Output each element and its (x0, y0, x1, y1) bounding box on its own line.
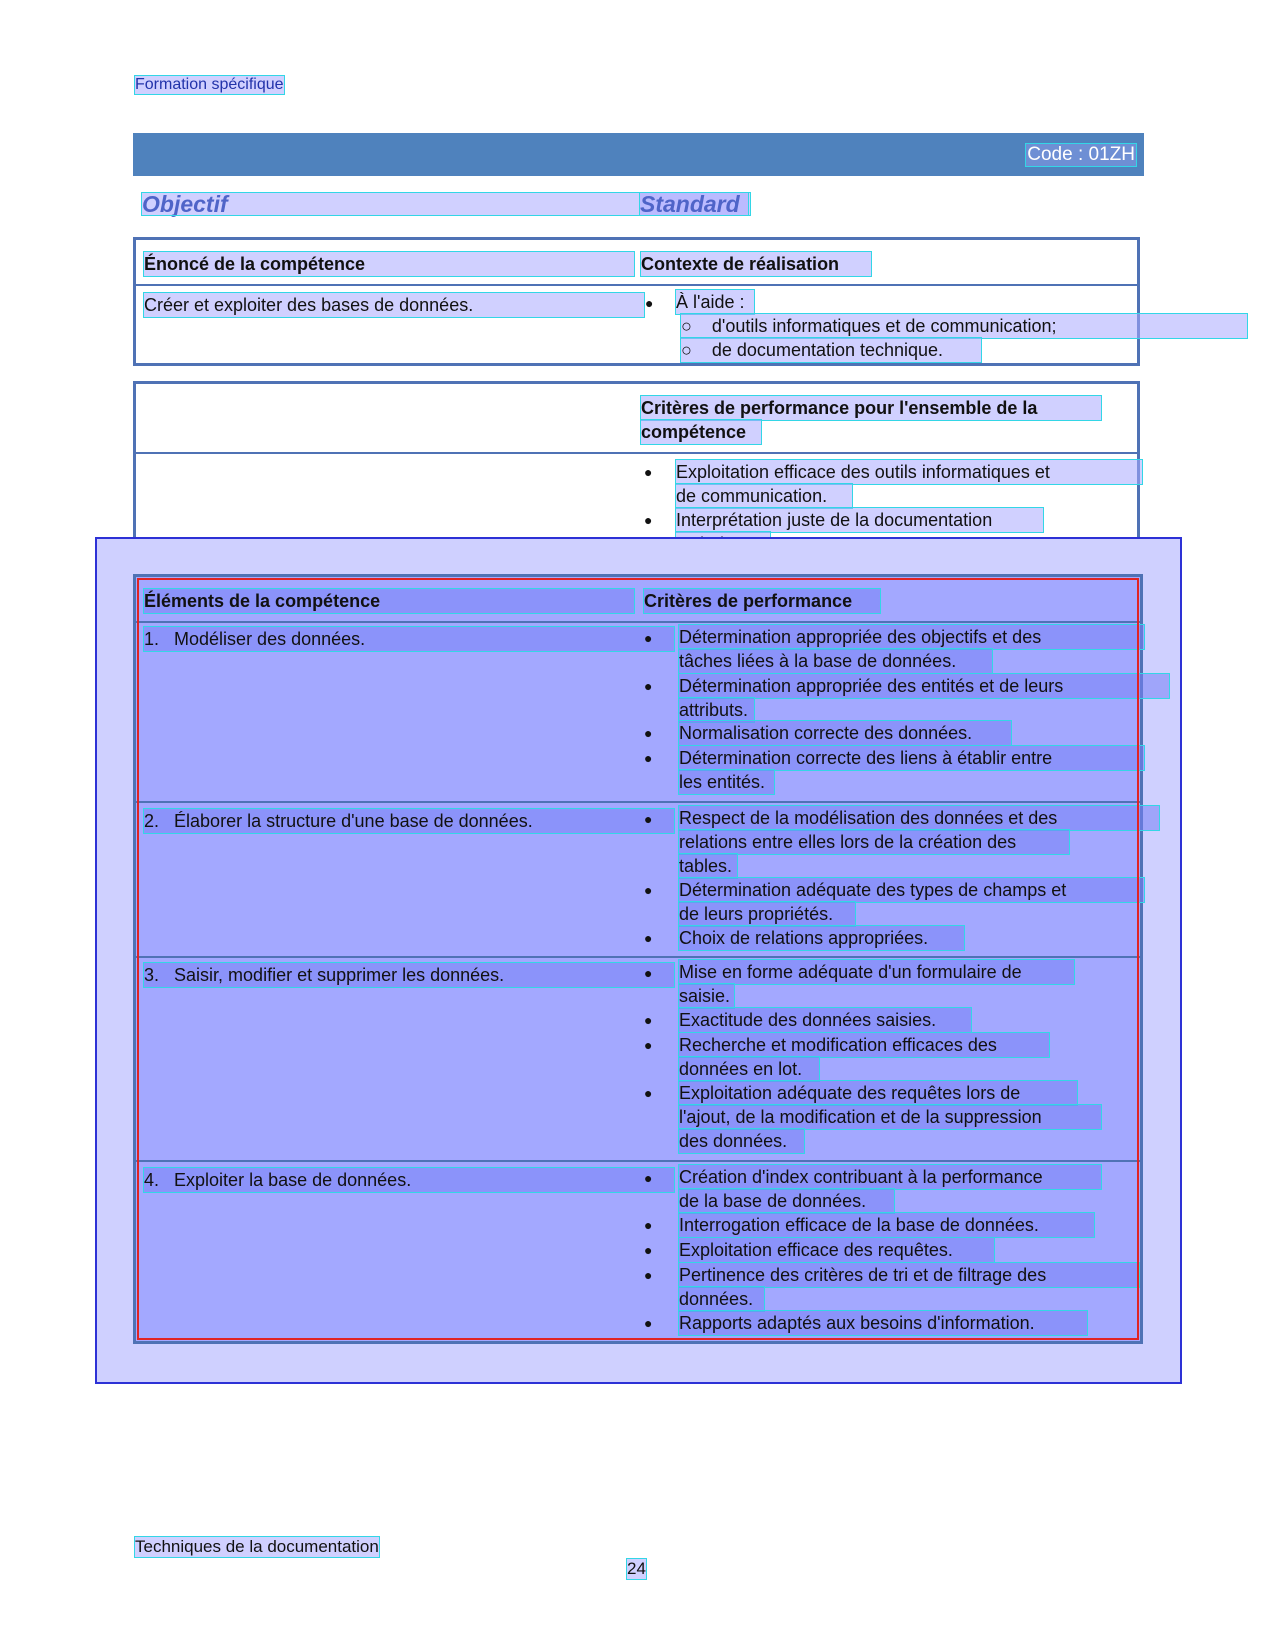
element-1: 1. Modéliser des données. (144, 627, 674, 651)
criterion-4-3: Exploitation efficace des requêtes. (679, 1238, 994, 1262)
overall-criteria-label-1: Critères de performance pour l'ensemble de la (641, 396, 1101, 420)
bullet-icon: ● (644, 1170, 653, 1186)
bullet-icon: ● (644, 1085, 653, 1101)
criterion-4-2: Interrogation efficace de la base de données. (679, 1213, 1094, 1237)
elements-label: Éléments de la compétence (144, 589, 634, 613)
standard-heading: Standard (640, 193, 748, 215)
enonce-label: Énoncé de la compétence (144, 252, 634, 276)
overall-criterion-1b: de communication. (676, 484, 852, 508)
bullet-icon: ● (644, 725, 653, 741)
competence-table (133, 237, 1140, 366)
bullet-icon: ● (644, 1242, 653, 1258)
bullet-icon: ● (644, 1217, 653, 1233)
criterion-3-4c: des données. (679, 1129, 804, 1153)
criterion-1-2a: Détermination appropriée des entités et de leurs (679, 674, 1169, 698)
criterion-1-2b: attributs. (679, 698, 754, 722)
bullet-icon: ● (645, 295, 654, 311)
criterion-3-3b: données en lot. (679, 1057, 819, 1081)
objectif-heading: Objectif (142, 193, 750, 215)
criteria-label: Critères de performance (644, 589, 880, 613)
criterion-4-4a: Pertinence des critères de tri et de filtrage des (679, 1263, 1139, 1287)
criterion-1-1a: Détermination appropriée des objectifs et des (679, 625, 1144, 649)
bullet-icon: ● (644, 678, 653, 694)
criterion-2-1c: tables. (679, 854, 737, 878)
overall-criteria-table (133, 381, 1140, 559)
criterion-1-3: Normalisation correcte des données. (679, 721, 1011, 745)
overall-criteria-label-2: compétence (641, 420, 761, 444)
criterion-4-5: Rapports adaptés aux besoins d'information. (679, 1311, 1087, 1335)
running-header: Formation spécifique (135, 76, 284, 93)
criterion-3-4b: l'ajout, de la modification et de la suppression (679, 1105, 1101, 1129)
element-3: 3. Saisir, modifier et supprimer les données. (144, 963, 674, 987)
criterion-3-4a: Exploitation adéquate des requêtes lors de (679, 1081, 1077, 1105)
element-4: 4. Exploiter la base de données. (144, 1168, 674, 1192)
footer-program: Techniques de la documentation (135, 1537, 379, 1556)
circle-bullet-icon: ○ (681, 316, 692, 336)
bullet-icon: ● (644, 882, 653, 898)
enonce-text: Créer et exploiter des bases de données. (144, 293, 644, 317)
contexte-item-2: ○ de documentation technique. (681, 338, 981, 362)
criterion-2-1a: Respect de la modélisation des données et des (679, 806, 1159, 830)
bullet-icon: ● (644, 930, 653, 946)
bullet-icon: ● (644, 630, 653, 646)
bullet-icon: ● (644, 750, 653, 766)
criterion-3-1a: Mise en forme adéquate d'un formulaire de (679, 960, 1074, 984)
contexte-intro: À l'aide : (676, 290, 754, 314)
bullet-icon: ● (644, 1267, 653, 1283)
criterion-3-1b: saisie. (679, 984, 734, 1008)
bullet-icon: ● (644, 1315, 653, 1331)
selection-rectangle (137, 578, 1139, 1340)
bullet-icon: ● (644, 811, 653, 827)
criterion-1-1b: tâches liées à la base de données. (679, 649, 992, 673)
criterion-2-2b: de leurs propriétés. (679, 902, 855, 926)
criterion-4-4b: données. (679, 1287, 764, 1311)
bullet-icon: ● (644, 1012, 653, 1028)
criterion-1-4a: Détermination correcte des liens à établir entre (679, 746, 1144, 770)
criterion-3-3a: Recherche et modification efficaces des (679, 1033, 1049, 1057)
bullet-icon: ● (644, 464, 653, 480)
bullet-icon: ● (644, 1037, 653, 1053)
bullet-icon: ● (644, 965, 653, 981)
page-number: 24 (627, 1559, 646, 1578)
element-2: 2. Élaborer la structure d'une base de données. (144, 809, 674, 833)
contexte-label: Contexte de réalisation (641, 252, 871, 276)
criterion-2-1b: relations entre elles lors de la création des (679, 830, 1069, 854)
criterion-2-3: Choix de relations appropriées. (679, 926, 964, 950)
code-bar (133, 133, 1144, 176)
criterion-4-1a: Création d'index contribuant à la performance (679, 1165, 1101, 1189)
criterion-2-2a: Détermination adéquate des types de champs et (679, 878, 1144, 902)
bullet-icon: ● (644, 512, 653, 528)
criterion-4-1b: de la base de données. (679, 1189, 894, 1213)
competency-code: Code : 01ZH (1027, 144, 1135, 165)
overall-criterion-1a: Exploitation efficace des outils informatiques et (676, 460, 1142, 484)
contexte-item-1: ○ d'outils informatiques et de communication; (681, 314, 1247, 338)
overall-criterion-2a: Interprétation juste de la documentation (676, 508, 1043, 532)
criterion-1-4b: les entités. (679, 770, 774, 794)
circle-bullet-icon: ○ (681, 340, 692, 360)
criterion-3-2: Exactitude des données saisies. (679, 1008, 971, 1032)
